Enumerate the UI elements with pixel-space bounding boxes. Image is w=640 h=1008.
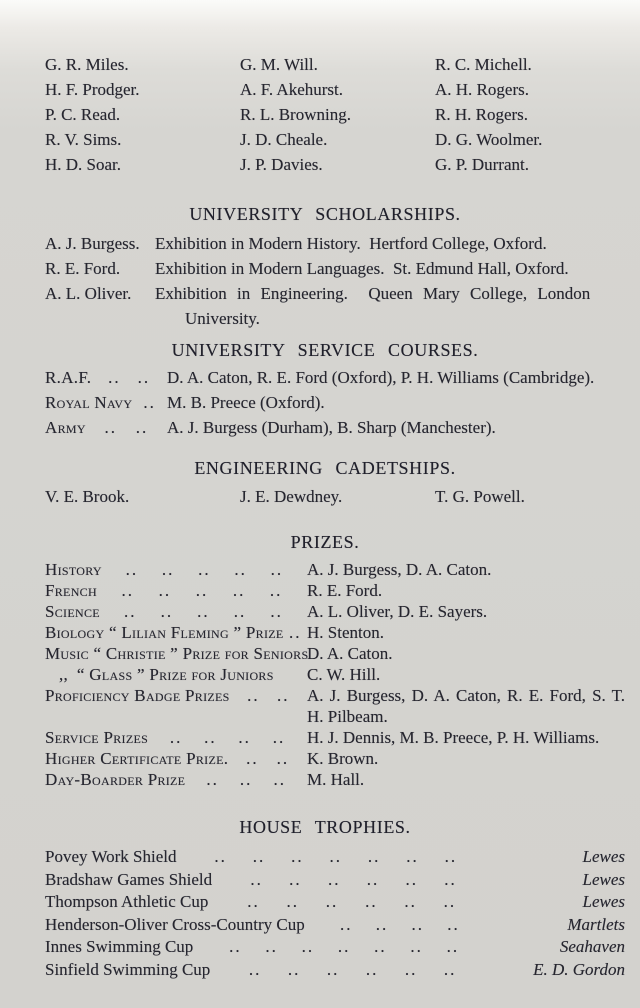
leader-dots: .. .. .. .. (169, 728, 286, 747)
winning-house: Seahaven (559, 937, 625, 956)
prize-left (45, 559, 307, 580)
prize-row (45, 748, 625, 769)
scholarship-desc-line2: University. (185, 309, 260, 328)
house-trophy-row (45, 959, 625, 982)
scholarship-row (45, 256, 625, 281)
prize-label: Music “ Christie ” Prize for Seniors (45, 644, 309, 663)
scholar-name: A. J. Burgess. (45, 234, 140, 253)
scholarship-row (45, 231, 625, 256)
prize-left (45, 622, 307, 643)
roll-name: G. M. Will. (240, 55, 318, 74)
cadet-name: J. E. Dewdney. (240, 487, 343, 506)
prize-winners: R. E. Ford. (307, 581, 383, 600)
service-course-left (45, 415, 167, 440)
prizes-list (45, 559, 625, 790)
prize-row (45, 622, 625, 643)
roll-name: A. H. Rogers. (435, 80, 529, 99)
prize-row (45, 664, 625, 685)
prize-row (45, 559, 625, 580)
service-course-row (45, 390, 625, 415)
leader-dots: .. .. (104, 418, 149, 437)
roll-name: J. D. Cheale. (240, 130, 328, 149)
leader-dots: .. .. .. .. .. (121, 581, 283, 600)
leader-dots: .. .. .. .. .. .. .. (229, 937, 460, 956)
trophy-name: Thompson Athletic Cup (45, 892, 209, 911)
leader-dots: .. .. .. .. .. .. (247, 892, 457, 911)
prize-left (45, 685, 307, 727)
prize-left (45, 664, 307, 685)
service-branch-label: R.A.F. (45, 368, 92, 387)
leader-dots: .. .. .. .. (339, 914, 460, 934)
roll-name: H. F. Prodger. (45, 80, 140, 99)
roll-of-names (45, 52, 625, 177)
roll-name: J. P. Davies. (240, 155, 323, 174)
scholarship-description (155, 256, 625, 281)
prize-label: Higher Certificate Prize. (45, 749, 229, 768)
service-course-names: A. J. Burgess (Durham), B. Sharp (Manchester). (167, 418, 496, 437)
prize-left (45, 580, 307, 601)
trophy-name: Sinfield Swimming Cup (45, 959, 211, 979)
section-title-university-scholarships: UNIVERSITY SCHOLARSHIPS. (189, 204, 461, 224)
service-course-left (45, 365, 167, 390)
prize-row (45, 685, 625, 727)
roll-name: R. C. Michell. (435, 55, 532, 74)
trophy-name: Bradshaw Games Shield (45, 869, 213, 889)
prize-row (45, 580, 625, 601)
prize-left (45, 643, 307, 664)
leader-dots: .. .. .. .. .. .. (248, 959, 457, 979)
section-title-engineering-cadetships: ENGINEERING CADETSHIPS. (194, 458, 456, 478)
prize-left (45, 769, 307, 790)
winning-house: Lewes (582, 847, 625, 866)
winning-house: Martlets (567, 914, 625, 934)
house-trophy-row (45, 914, 625, 937)
leader-dots: .. .. .. .. .. (123, 602, 283, 621)
prize-winners: H. J. Dennis, M. B. Preece, P. H. Williams. (307, 728, 600, 747)
prize-winners: A. L. Oliver, D. E. Sayers. (307, 602, 488, 621)
prize-row (45, 643, 625, 664)
service-course-names: M. B. Preece (Oxford). (167, 393, 325, 412)
service-course-row (45, 415, 625, 440)
cadetships-list (45, 484, 625, 509)
leader-dots: .. .. (108, 368, 151, 387)
prize-winners: M. Hall. (307, 770, 365, 789)
house-trophies-list (45, 846, 625, 981)
leader-dots: .. (143, 393, 156, 412)
prize-winners: A. J. Burgess, D. A. Caton, R. E. Ford, S. T. H. Pilbeam. (307, 686, 625, 726)
scholar-name: A. L. Oliver. (45, 284, 132, 303)
roll-name: D. G. Woolmer. (435, 130, 543, 149)
cadet-name: T. G. Powell. (435, 487, 525, 506)
leader-dots: .. .. .. .. .. .. .. (214, 847, 458, 866)
roll-name: R. H. Rogers. (435, 105, 529, 124)
section-title-house-trophies: HOUSE TROPHIES. (239, 817, 411, 837)
prize-left (45, 601, 307, 622)
section-title-university-service-courses: UNIVERSITY SERVICE COURSES. (171, 340, 479, 360)
trophy-name: Innes Swimming Cup (45, 937, 194, 956)
service-course-row (45, 365, 625, 390)
house-trophy-row (45, 891, 625, 914)
prize-row (45, 769, 625, 790)
prize-left (45, 727, 307, 748)
scholarship-desc-line: Exhibition in Engineering. Queen Mary College, London (155, 284, 591, 303)
prize-label: Biology “ Lilian Fleming ” Prize (45, 623, 284, 642)
prize-row (45, 601, 625, 622)
service-courses-list (45, 365, 625, 440)
leader-dots: .. .. (247, 686, 290, 705)
section-title-prizes: PRIZES. (290, 532, 360, 552)
scholarship-desc-line: Exhibition in Modern History. Hertford College, Oxford. (155, 234, 547, 253)
leader-dots: .. .. .. .. .. (125, 560, 284, 579)
cadet-name: V. E. Brook. (45, 487, 130, 506)
leader-dots: .. .. .. .. .. .. (250, 869, 457, 889)
roll-name: G. P. Durrant. (435, 155, 529, 174)
prize-winners: K. Brown. (307, 749, 379, 768)
prize-winners: H. Stenton. (307, 623, 384, 642)
prize-winners: C. W. Hill. (307, 665, 381, 684)
scholarship-row (45, 281, 625, 331)
prize-label: Science (45, 602, 100, 621)
leader-dots: .. .. (246, 749, 290, 768)
prize-label: History (45, 560, 102, 579)
service-branch-label: Army (45, 418, 86, 437)
trophy-name: Povey Work Shield (45, 847, 177, 866)
service-branch-label: Royal Navy (45, 393, 133, 412)
service-course-names: D. A. Caton, R. E. Ford (Oxford), P. H. Williams (Cambridge). (167, 368, 595, 387)
roll-name: A. F. Akehurst. (240, 80, 344, 99)
roll-name: R. V. Sims. (45, 130, 122, 149)
scholarship-description (155, 231, 625, 256)
winning-house: E. D. Gordon (533, 959, 625, 979)
prize-winners: D. A. Caton. (307, 644, 393, 663)
leader-dots: .. (289, 623, 302, 642)
house-trophy-row (45, 869, 625, 892)
prize-label: Proficiency Badge Prizes (45, 686, 230, 705)
prize-label: Day-Boarder Prize (45, 770, 186, 789)
scholarships-list (45, 231, 625, 331)
roll-name: P. C. Read. (45, 105, 121, 124)
scholar-name: R. E. Ford. (45, 259, 121, 278)
leader-dots: .. .. .. (206, 770, 286, 789)
house-trophy-row (45, 936, 625, 959)
prize-label: Service Prizes (45, 728, 149, 747)
prize-left (45, 748, 307, 769)
prize-winners: A. J. Burgess, D. A. Caton. (307, 560, 492, 579)
roll-name: G. R. Miles. (45, 55, 129, 74)
winning-house: Lewes (582, 869, 625, 889)
prize-row (45, 727, 625, 748)
leader-dots (274, 664, 307, 685)
trophy-name: Henderson-Oliver Cross-Country Cup (45, 914, 305, 934)
scholarship-desc-line: Exhibition in Modern Languages. St. Edmund Hall, Oxford. (155, 259, 569, 278)
prize-label: French (45, 581, 97, 600)
house-trophy-row (45, 846, 625, 869)
roll-name: R. L. Browning. (240, 105, 351, 124)
winning-house: Lewes (582, 892, 625, 911)
prize-label: ,, “ Glass ” Prize for Juniors (59, 665, 274, 684)
roll-name: H. D. Soar. (45, 155, 122, 174)
service-course-left (45, 390, 167, 415)
scholarship-description (155, 281, 625, 331)
